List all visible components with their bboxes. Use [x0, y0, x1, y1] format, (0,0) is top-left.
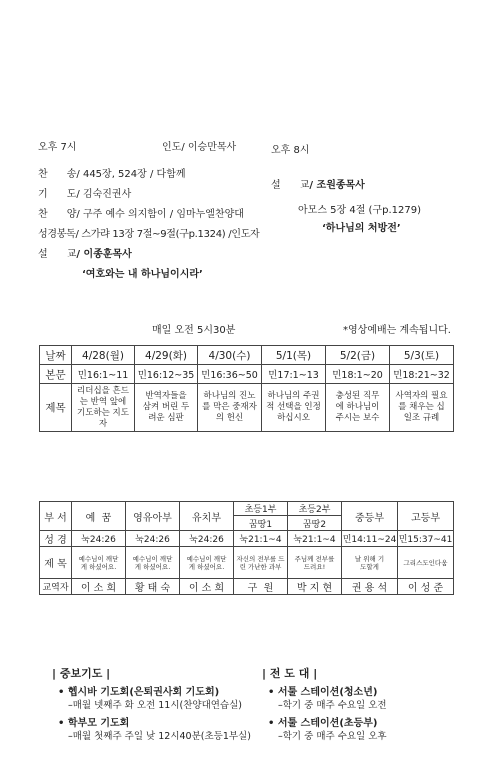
- text-header: 성 경: [40, 531, 72, 547]
- title-cell: 그리스도인다움: [398, 547, 454, 579]
- evangelism-item-detail: –학기 중 매주 수요일 오전: [278, 700, 387, 711]
- text-cell: 눅24:26: [126, 531, 180, 547]
- teacher-cell: 권 용 석: [342, 579, 398, 595]
- title-cell: 예수님이 깨닫게 하셨어요.: [180, 547, 234, 579]
- table-row: [40, 502, 454, 516]
- date-cell: 5/1(목): [262, 346, 326, 365]
- teacher-cell: 박 지 현: [288, 579, 342, 595]
- date-cell: 4/30(수): [198, 346, 262, 365]
- evening8-sermon-title: ‘하나님의 처방전’: [322, 223, 401, 234]
- evangelism-item-title: • 서툴 스테이션(청소년): [268, 687, 378, 698]
- title-cell: 예수님이 깨닫게 하셨어요.: [72, 547, 126, 579]
- dept-header: 부 서: [40, 502, 72, 531]
- text-cell: 민15:37~41: [398, 531, 454, 547]
- title-cell: 반역자들을 삼켜 버린 두려운 심판: [135, 384, 198, 432]
- order-row: [38, 225, 259, 240]
- text-cell: 눅21:1~4: [288, 531, 342, 547]
- table-row: [40, 365, 454, 384]
- prayer-item-title: • 학부모 기도회: [58, 718, 130, 729]
- title-cell: 하나님의 주권적 선택을 인정하십시오: [262, 384, 326, 432]
- dept-cell: 고등부: [398, 502, 454, 531]
- date-cell: 4/29(화): [135, 346, 198, 365]
- evangelism-item-title: • 서툴 스테이션(초등부): [268, 718, 378, 729]
- teacher-cell: 이 성 준: [398, 579, 454, 595]
- evening7-leader: 인도/ 이승만목사: [162, 142, 237, 153]
- teacher-header: 교역자: [40, 579, 72, 595]
- evening8-scripture: 아모스 5장 4절 (구p.1279): [298, 205, 421, 216]
- prayer-item-detail: –매월 넷째주 화 오전 11시(찬양대연습실): [68, 700, 242, 711]
- date-cell: 4/28(월): [72, 346, 135, 365]
- title-cell: 날 위해 기도할게: [342, 547, 398, 579]
- text-cell: 민18:1~20: [326, 365, 390, 384]
- teacher-cell: 구 원: [234, 579, 288, 595]
- order-label: 찬 양: [38, 209, 77, 220]
- dept-cell: 영유아부: [126, 502, 180, 531]
- prayer-item-title: • 헵시바 기도회(은퇴권사회 기도회): [58, 687, 220, 698]
- order-text: / 김숙진권사: [76, 189, 132, 200]
- evening8-time: 오후 8시: [271, 145, 310, 156]
- evening8-preacher-row: [271, 176, 365, 191]
- text-cell: 눅24:26: [72, 531, 126, 547]
- text-cell: 민18:21~32: [390, 365, 454, 384]
- order-row: [38, 165, 186, 180]
- title-header: 제 목: [40, 547, 72, 579]
- date-header: 날짜: [40, 346, 72, 365]
- title-cell: 자신의 전부를 드린 가난한 과부: [234, 547, 288, 579]
- evangelism-heading: | 전 도 대 |: [262, 667, 318, 680]
- date-cell: 5/3(토): [390, 346, 454, 365]
- table-row: [40, 579, 454, 595]
- title-cell: 예수님이 깨닫게 하셨어요.: [126, 547, 180, 579]
- sub-dept-cell: 꿈땅2: [288, 516, 342, 531]
- dawn-schedule-table: [39, 345, 454, 432]
- title-header: 제목: [40, 384, 72, 432]
- order-row: [38, 205, 244, 220]
- text-cell: 눅21:1~4: [234, 531, 288, 547]
- text-header: 본문: [40, 365, 72, 384]
- dawn-schedule: 매일 오전 5시30분: [152, 325, 236, 336]
- order-row: [38, 245, 132, 260]
- order-text: / 구주 예수 의지함이 / 임마누엘찬양대: [76, 209, 244, 220]
- sub-dept-cell: 꿈땅1: [234, 516, 288, 531]
- order-text: / 스가랴 13장 7절~9절(구p.1324) /인도자: [75, 229, 260, 240]
- evening7-time: 오후 7시: [38, 142, 77, 153]
- title-cell: 사역자의 필요를 채우는 십일조 규례: [390, 384, 454, 432]
- order-label: 찬 송: [38, 169, 77, 180]
- table-row: [40, 531, 454, 547]
- department-table: [39, 501, 454, 595]
- text-cell: 민16:1~11: [72, 365, 135, 384]
- table-row: [40, 346, 454, 365]
- order-label: 기 도: [38, 189, 77, 200]
- teacher-cell: 이 소 희: [180, 579, 234, 595]
- teacher-cell: 황 태 숙: [126, 579, 180, 595]
- dept-cell: 중등부: [342, 502, 398, 531]
- title-cell: 하나님의 진노를 막은 중재자의 헌신: [198, 384, 262, 432]
- evangelism-item-detail: –학기 중 매주 수요일 오후: [278, 731, 387, 742]
- order-row: [38, 185, 131, 200]
- order-text: / 이종훈목사: [76, 249, 132, 260]
- dept-cell: 초등1부: [234, 502, 288, 516]
- title-cell: 충성된 직무에 하나님이 주시는 보수: [326, 384, 390, 432]
- text-cell: 민16:36~50: [198, 365, 262, 384]
- date-cell: 5/2(금): [326, 346, 390, 365]
- text-cell: 민17:1~13: [262, 365, 326, 384]
- evening7-sermon-title: ‘여호와는 내 하나님이시라’: [82, 269, 203, 280]
- prayer-item-detail: –매월 첫째주 주일 낮 12시40분(초등1부실): [68, 731, 251, 742]
- title-cell: 주님께 전부를 드려요!: [288, 547, 342, 579]
- text-cell: 민16:12~35: [135, 365, 198, 384]
- dept-cell: 유치부: [180, 502, 234, 531]
- title-cell: 리더십을 흔드는 반역 앞에 기도하는 지도자: [72, 384, 135, 432]
- teacher-cell: 이 소 희: [72, 579, 126, 595]
- prayer-heading: | 중보기도 |: [52, 667, 111, 680]
- order-label: 설 교: [271, 180, 310, 191]
- dawn-note: *영상예배는 계속됩니다.: [343, 325, 451, 336]
- evening8-preacher: / 조원종목사: [309, 180, 365, 191]
- dept-cell: 예 꿈: [72, 502, 126, 531]
- order-text: / 445장, 524장 / 다함께: [76, 169, 186, 180]
- text-cell: 민14:11~24: [342, 531, 398, 547]
- order-label: 설 교: [38, 249, 77, 260]
- order-label: 성경봉독: [38, 229, 76, 240]
- text-cell: 눅24:26: [180, 531, 234, 547]
- table-row: [40, 547, 454, 579]
- table-row: [40, 384, 454, 432]
- dept-cell: 초등2부: [288, 502, 342, 516]
